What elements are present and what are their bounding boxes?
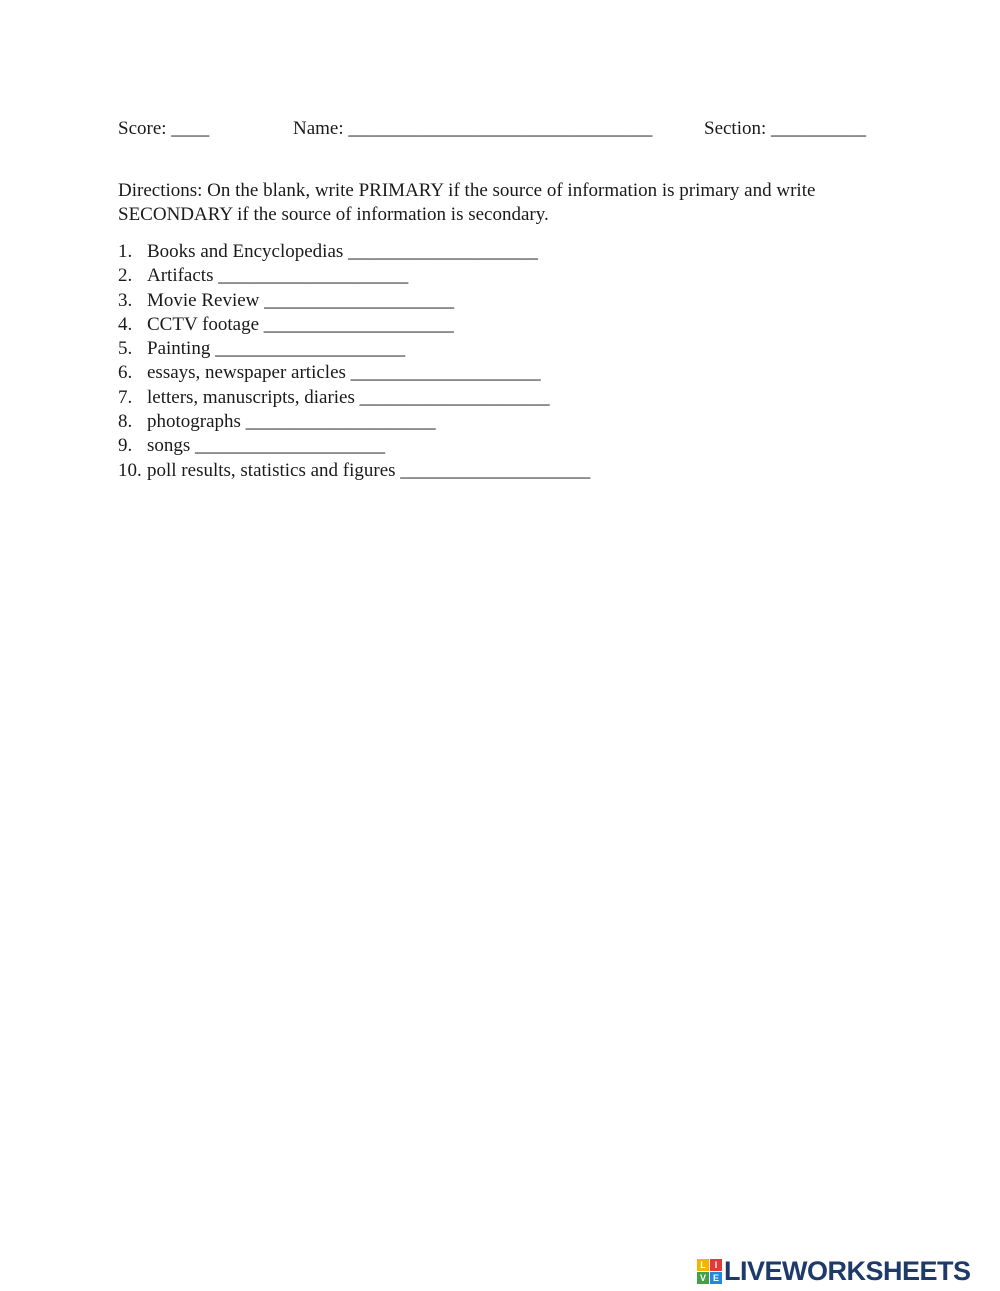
- section-field[interactable]: Section: __________: [704, 118, 867, 139]
- list-item: [118, 410, 590, 434]
- item-number: 6.: [118, 362, 133, 384]
- item-number: 5.: [118, 338, 133, 360]
- item-number: 1.: [118, 241, 133, 262]
- item-text[interactable]: Books and Encyclopedias ____________________: [147, 241, 539, 262]
- item-number: 2.: [118, 265, 133, 287]
- item-number: 8.: [118, 411, 133, 433]
- score-field[interactable]: Score: ____: [118, 118, 210, 139]
- list-item: [118, 459, 590, 483]
- list-item: [118, 264, 590, 288]
- logo-block-l: L: [697, 1259, 709, 1271]
- question-list: [118, 240, 590, 483]
- item-number: 9.: [118, 435, 133, 457]
- item-number: 4.: [118, 313, 133, 335]
- logo-block-e: E: [710, 1272, 722, 1284]
- worksheet-header: [118, 117, 878, 141]
- list-item: [118, 434, 590, 458]
- item-text[interactable]: CCTV footage ____________________: [147, 313, 454, 335]
- item-text[interactable]: letters, manuscripts, diaries ____________________: [147, 386, 550, 408]
- item-text[interactable]: photographs ____________________: [147, 411, 436, 433]
- list-item: [118, 361, 590, 385]
- list-item: [118, 313, 590, 337]
- item-text[interactable]: essays, newspaper articles ____________________: [147, 362, 541, 384]
- item-text[interactable]: Movie Review ____________________: [147, 289, 455, 311]
- item-number: 3.: [118, 289, 133, 311]
- item-text[interactable]: Painting ____________________: [147, 338, 406, 360]
- list-item: [118, 337, 590, 361]
- logo-blocks-icon: [697, 1259, 722, 1284]
- item-text[interactable]: poll results, statistics and figures ____________________: [147, 459, 591, 481]
- list-item: [118, 240, 590, 264]
- name-field[interactable]: Name: ________________________________: [293, 118, 653, 139]
- item-text[interactable]: Artifacts ____________________: [147, 265, 409, 287]
- list-item: [118, 386, 590, 410]
- list-item: [118, 289, 590, 313]
- item-number: 7.: [118, 386, 133, 408]
- brand-name: LIVEWORKSHEETS: [724, 1255, 971, 1286]
- directions-text: Directions: On the blank, write PRIMARY if the source of information is primary and write SECONDARY if the source of information is secondary.: [118, 180, 816, 225]
- logo-block-v: V: [697, 1272, 709, 1284]
- logo-block-i: I: [710, 1259, 722, 1271]
- item-text[interactable]: songs ____________________: [147, 435, 386, 457]
- liveworksheets-logo: [697, 1257, 971, 1285]
- item-number: 10.: [118, 459, 142, 481]
